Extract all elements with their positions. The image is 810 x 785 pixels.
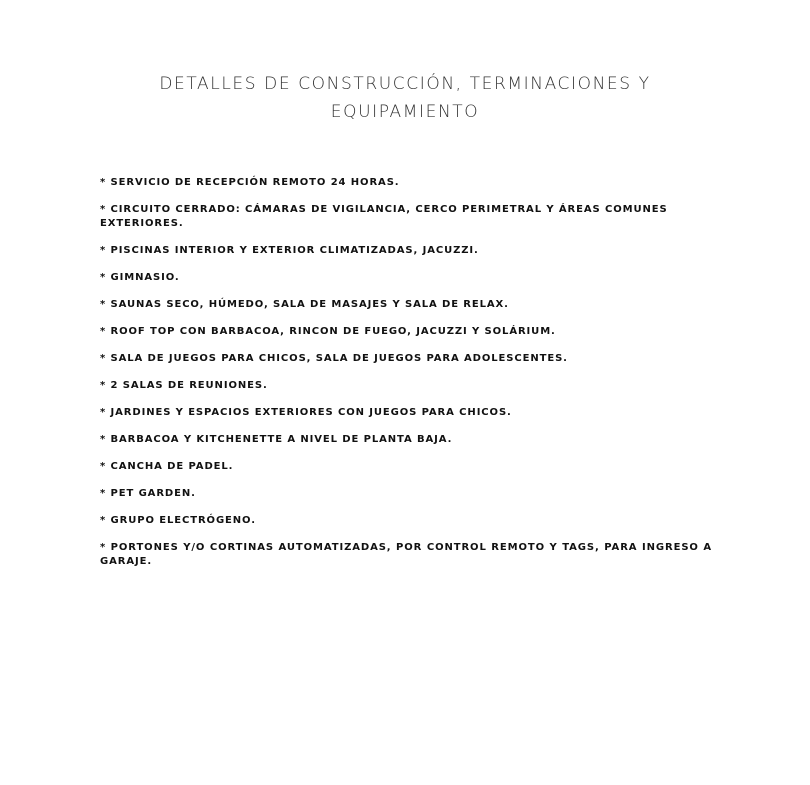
page-title bbox=[130, 70, 680, 126]
list-item: * SALA DE JUEGOS PARA CHICOS, SALA DE JUEGOS PARA ADOLESCENTES. bbox=[100, 353, 568, 364]
list-item: * GRUPO ELECTRÓGENO. bbox=[100, 515, 256, 526]
list-item: * PISCINAS INTERIOR Y EXTERIOR CLIMATIZADAS, JACUZZI. bbox=[100, 245, 479, 256]
list-item: * SAUNAS SECO, HÚMEDO, SALA DE MASAJES Y SALA DE RELAX. bbox=[100, 299, 509, 310]
list-item: * PET GARDEN. bbox=[100, 488, 196, 499]
list-item: * GIMNASIO. bbox=[100, 272, 180, 283]
list-item: * CIRCUITO CERRADO: CÁMARAS DE VIGILANCIA, CERCO PERIMETRAL Y ÁREAS COMUNES EXTERIORES. bbox=[100, 204, 668, 229]
list-item: * JARDINES Y ESPACIOS EXTERIORES CON JUEGOS PARA CHICOS. bbox=[100, 407, 512, 418]
list-item: * PORTONES Y/O CORTINAS AUTOMATIZADAS, POR CONTROL REMOTO Y TAGS, PARA INGRESO A GARAJE. bbox=[100, 542, 712, 567]
list-item: * 2 SALAS DE REUNIONES. bbox=[100, 380, 268, 391]
list-item: * SERVICIO DE RECEPCIÓN REMOTO 24 HORAS. bbox=[100, 177, 400, 188]
amenities-list bbox=[100, 176, 712, 582]
list-item: * ROOF TOP CON BARBACOA, RINCON DE FUEGO, JACUZZI Y SOLÁRIUM. bbox=[100, 326, 556, 337]
list-item: * BARBACOA Y KITCHENETTE A NIVEL DE PLANTA BAJA. bbox=[100, 434, 453, 445]
page-title-line-1: DETALLES DE CONSTRUCCIÓN, TERMINACIONES Y bbox=[159, 74, 651, 94]
page-title-line-2: EQUIPAMIENTO bbox=[330, 102, 480, 122]
list-item: * CANCHA DE PADEL. bbox=[100, 461, 234, 472]
